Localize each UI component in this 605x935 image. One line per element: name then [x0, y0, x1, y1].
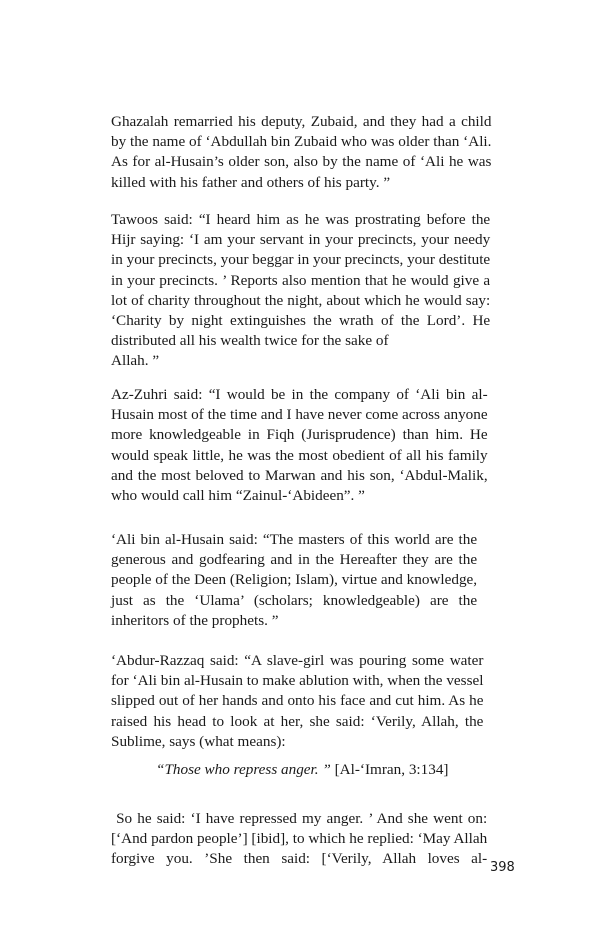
paragraph-tawoos	[111, 210, 490, 372]
text-line: raised his head to look at her, she said: ‘Verily, Allah, the	[111, 712, 484, 730]
text-line: Hijr saying: ‘I am your servant in your precincts, your needy	[111, 231, 491, 249]
paragraph-az-zuhri	[111, 385, 488, 506]
text-line: distributed all his wealth twice for the sake of	[111, 332, 389, 350]
text-line: Sublime, says (what means):	[111, 732, 286, 750]
quran-quote	[156, 761, 449, 779]
text-line: Az-Zuhri said: “I would be in the company of ‘Ali bin al-	[111, 386, 488, 403]
text-line: As for al-Husain’s older son, also by the name of ‘Ali he was	[111, 153, 492, 171]
paragraph-abdur-razzaq	[111, 651, 483, 752]
text-line: lot of charity throughout the night, about which he would say:	[111, 291, 491, 309]
text-line: for ‘Ali bin al-Husain to make ablution with, when the vessel	[111, 672, 484, 690]
text-line: Allah. ”	[111, 352, 160, 370]
text-line: people of the Deen (Religion; Islam), virtue and knowledge,	[111, 571, 478, 589]
text-line: Husain most of the time and I have never come across anyone	[111, 406, 488, 424]
paragraph-ali-bin-al-husain	[111, 530, 477, 631]
text-line: Tawoos said: “I heard him as he was prostrating before the	[111, 211, 491, 228]
text-line: Ghazalah remarried his deputy, Zubaid, and they had a child	[111, 113, 492, 130]
text-line: would speak little, he was the most obedient of all his family	[111, 446, 488, 464]
paragraph-final	[111, 809, 487, 870]
text-line: just as the ‘Ulama’ (scholars; knowledgeable) are the	[111, 591, 478, 609]
text-line: in your precincts, your beggar in your precincts, your destitute	[111, 251, 491, 269]
paragraph-ghazalah	[111, 112, 491, 193]
text-line: ‘Charity by night extinguishes the wrath of the Lord’. He	[111, 311, 491, 329]
page-number: 398	[490, 860, 515, 875]
text-line: in your precincts. ’ Reports also mention that he would give a	[111, 271, 491, 289]
quote-reference: [Al-‘Imran, 3:134]	[330, 761, 449, 778]
text-line: slipped out of her hands and onto his face and cut him. As he	[111, 692, 484, 710]
text-line: [‘And pardon people’] [ibid], to which he replied: ‘May Allah	[111, 830, 488, 848]
text-line: killed with his father and others of his party. ”	[111, 173, 391, 191]
text-line: who would call him “Zainul-‘Abideen”. ”	[111, 486, 365, 504]
text-line: forgive you. ’She then said: [‘Verily, Allah loves al-	[111, 850, 488, 868]
text-line: ‘Abdur-Razzaq said: “A slave-girl was pouring some water	[111, 652, 484, 669]
text-line: So he said: ‘I have repressed my anger. ’ And she went on:	[111, 810, 488, 827]
text-line: generous and godfearing and in the Hereafter they are the	[111, 551, 478, 569]
text-line: inheritors of the prophets. ”	[111, 611, 279, 629]
text-line: ‘Ali bin al-Husain said: “The masters of this world are the	[111, 531, 478, 548]
quote-text: “Those who repress anger. ”	[156, 761, 331, 778]
text-line: more knowledgeable in Fiqh (Jurisprudence) than him. He	[111, 426, 488, 444]
text-line: and the most beloved to Marwan and his son, ‘Abdul-Malik,	[111, 466, 488, 484]
text-line: by the name of ‘Abdullah bin Zubaid who was older than ‘Ali.	[111, 133, 492, 151]
